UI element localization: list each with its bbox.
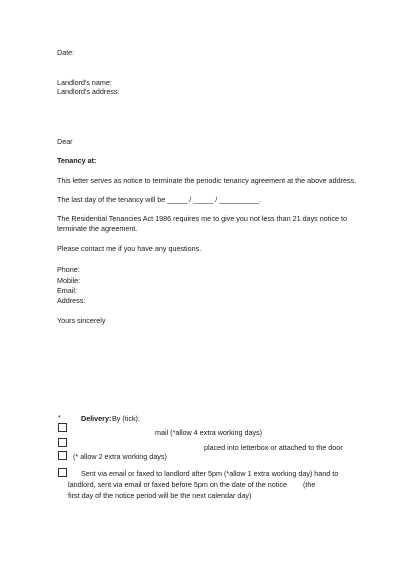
mobile-label: Mobile: (57, 276, 81, 285)
email-option-line2-end: (the (303, 480, 316, 489)
landlord-address-label: Landlord's address: (57, 87, 120, 96)
act-paragraph-line1: The Residential Tenancies Act 1986 requires me to give you not less than 21 days notice to (57, 214, 347, 223)
act-paragraph-line2: terminate the agreement. (57, 224, 138, 233)
salutation: Dear (57, 137, 73, 146)
email-checkbox[interactable] (58, 468, 67, 477)
email-option-line2: landlord, sent via email or faxed before 5pm on the date of the notice (68, 480, 287, 489)
closing: Yours sincerely (57, 316, 106, 325)
date-label: Date: (57, 48, 75, 57)
phone-label: Phone: (57, 265, 80, 274)
contact-paragraph: Please contact me if you have any questions. (57, 244, 202, 253)
letterbox-option-label: placed into letterbox or attached to the door (204, 443, 343, 452)
landlord-name-label: Landlord's name: (57, 78, 112, 87)
delivery-bullet: * (58, 413, 61, 422)
delivery-heading-suffix: By (tick): (112, 414, 140, 423)
mail-option-label: mail (*allow 4 extra working days) (155, 428, 263, 437)
address-label: Address: (57, 296, 86, 305)
letterbox-checkbox[interactable] (58, 438, 67, 447)
mail-checkbox[interactable] (58, 423, 67, 432)
delivery-heading: Delivery: (81, 414, 112, 423)
email-option-line1: Sent via email or faxed to landlord after 5pm (*allow 1 extra working day) hand to (81, 469, 339, 478)
last-day-paragraph: The last day of the tenancy will be _____ / _____ / __________. (57, 195, 262, 204)
email-option-line3: first day of the notice period will be the next calendar day) (68, 491, 252, 500)
tenancy-heading: Tenancy at: (57, 156, 97, 165)
letterbox-note: (* allow 2 extra working days) (73, 452, 167, 461)
notice-paragraph: This letter serves as notice to terminate the periodic tenancy agreement at the above address. (57, 176, 357, 185)
email-label: Email: (57, 286, 77, 295)
letterbox-note-checkbox[interactable] (58, 451, 67, 460)
